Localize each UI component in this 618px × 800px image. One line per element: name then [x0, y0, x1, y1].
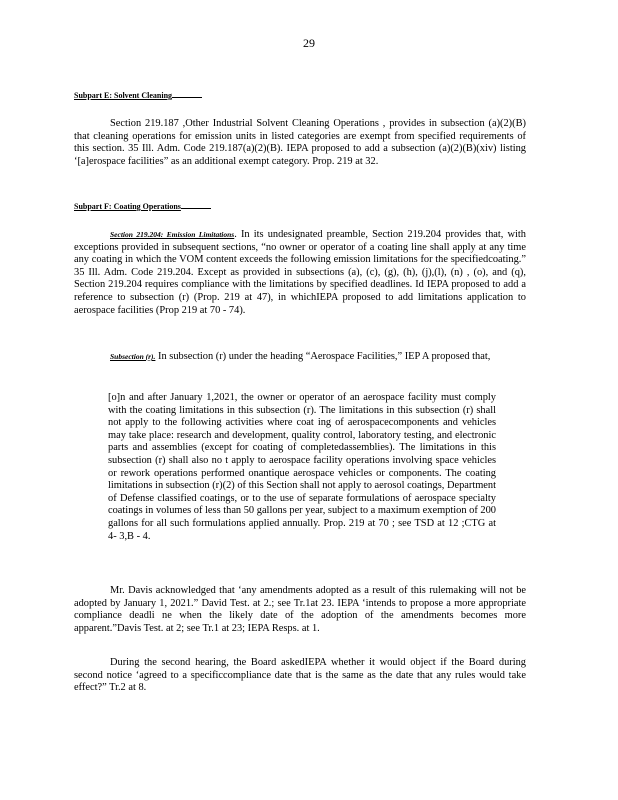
paragraph-text: During the second hearing, the Board askedIEPA whether it would object if the Board during second notice ‘agreed to a specificcompliance date that is the same as the date that any rules would take effect?” Tr.2 at 8.	[74, 657, 526, 694]
paragraph-text	[74, 229, 526, 317]
paragraph-davis	[74, 585, 526, 635]
subpart-f-title: Subpart F: Coating Operations	[74, 202, 181, 211]
paragraph-subsection-r	[74, 351, 526, 364]
paragraph-text: Section 219.187 ,Other Industrial Solvent Cleaning Operations , provides in subsection (a)(2)(B) that cleaning operations for emission units in listed categories are exempt from specified requirements of this section. 35 Ill. Adm. Code 219.187(a)(2)(B). IEPA proposed to add a subsection (a)(2)(B)(xiv) listing ‘[a]erospace facilities” as an additional exempt category. Prop. 219 at 32.	[74, 118, 526, 167]
section-lead: Section 219.204: Emission Limitations	[110, 230, 235, 239]
paragraph-solvent-cleaning	[74, 118, 526, 168]
subpart-e-heading	[74, 91, 202, 100]
paragraph-second-hearing	[74, 657, 526, 695]
heading-underline	[172, 97, 202, 98]
subsection-lead: Subsection (r).	[110, 352, 156, 361]
paragraph-text: Mr. Davis acknowledged that ‘any amendments adopted as a result of this rulemaking will not be adopted by January 1, 2021.” David Test. at 2.; see Tr.1at 23. IEPA ‘intends to propose a more appropriate compliance deadli ne when the likely date of the adoption of the amendments becomes more apparent.”Davis Test. at 2; see Tr.1 at 23; IEPA Resps. at 1.	[74, 585, 526, 634]
paragraph-text	[74, 351, 526, 364]
quote-text: [o]n and after January 1,2021, the owner or operator of an aerospace facility must comply with the coating limitations in this subsection (r). The limitations in this subsection (r) shall not apply to the following activities where coat ing of aerospacecomponents and vehicles may take place: research and development, quality control, laboratory testing, and electronic parts and assemblies (except for coating of completedassemblies). The limitations in this subsection (r) shall also no t apply to aerospace facility operations involving space vehicles or rework operations performed onantique aerospace vehicles or components. The coating limitations in subsection (r)(2) of this Section shall not apply to aerosol coatings, Department of Defense classified coatings, or to the use of separate formulations of aerospace specialty coatings in volumes of less than 50 gallons per year, subject to a maximum exemption of 200 gallons for all such formulations applied annually. Prop. 219 at 70 ; see TSD at 12 ;CTG at 4- 3,B - 4.	[108, 392, 496, 542]
paragraph-body: In subsection (r) under the heading “Aerospace Facilities,” IEP A proposed that,	[155, 351, 491, 362]
subpart-e-title: Subpart E: Solvent Cleaning	[74, 91, 173, 100]
heading-underline	[181, 208, 211, 209]
page-number: 29	[303, 36, 315, 50]
paragraph-body: . In its undesignated preamble, Section 219.204 provides that, with exceptions provided in subsequent sections, “no owner or operator of a coating line shall apply at any time any coating in which the VOM content exceeds the following emission limitations for the specifiedcoating.” 35 Ill. Adm. Code 219.204. Except as provided in subsections (a), (c), (g), (h), (j),(l), (n) , (o), and (q), Section 219.204 requires compliance with the limitations by specified deadlines. Id IEPA proposed to add a reference to subsection (r) (Prop. 219 at 47), in whichIEPA proposed to add limitations application to aerospace facilities (Prop 219 at 70 - 74).	[74, 229, 526, 316]
subpart-f-heading	[74, 202, 211, 211]
paragraph-emission-limitations	[74, 229, 526, 317]
block-quote	[108, 392, 496, 543]
